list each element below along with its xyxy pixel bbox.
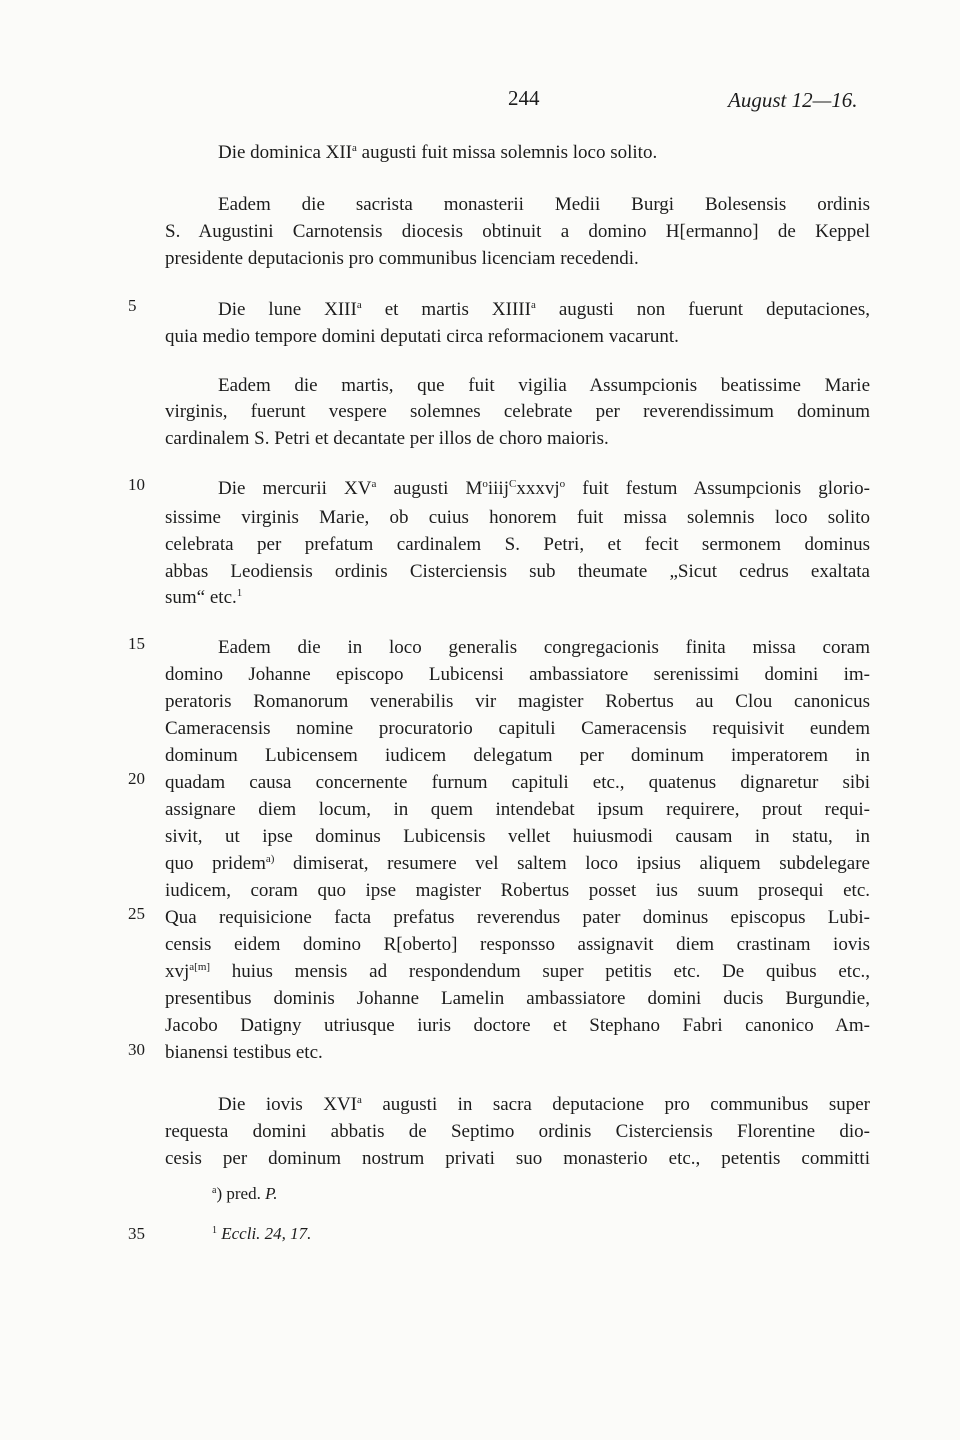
line-number: 30	[128, 1040, 145, 1059]
text-line: quadam causa concernente furnum capituli etc., quatenus dignaretur sibi	[165, 772, 870, 793]
text-line: Eadem die in loco generalis congregacionis finita missa coram	[218, 637, 870, 658]
footnote-1: $^1$ Eccli. 24, 17.	[212, 1224, 312, 1243]
text-line: Jacobo Datigny utriusque iuris doctore et Stephano Fabri canonico Am-	[165, 1015, 870, 1036]
line-number: 35	[128, 1224, 145, 1243]
text-line: S. Augustini Carnotensis diocesis obtinuit a domino H[ermanno] de Keppel	[165, 221, 870, 242]
text-line: iudicem, coram quo ipse magister Robertus posset ius suum prosequi etc.	[165, 880, 870, 901]
text-line: Eadem die sacrista monasterii Medii Burgi Bolesensis ordinis	[218, 194, 870, 215]
text-line: domino Johanne episcopo Lubicensi ambassiatore serenissimi domini im-	[165, 664, 870, 685]
text-line: peratoris Romanorum venerabilis vir magister Robertus au Clou canonicus	[165, 691, 870, 712]
text-line: dominum Lubicensem iudicem delegatum per dominum imperatorem in	[165, 745, 870, 766]
text-line: Qua requisicione facta prefatus reverendus pater dominus episcopus Lubi-	[165, 907, 870, 928]
text-line: Die iovis XVI$^a$ augusti in sacra deputacione pro communibus super	[218, 1094, 871, 1115]
text-line: Die mercurii $XV^a$ augusti $M^oiiij^Cxxxvj^o$ fuit festum Assumpcionis glorio-	[218, 478, 871, 499]
text-line: xvj$^{a[m]}$ huius mensis ad respondendum super petitis etc. De quibus etc.,	[165, 961, 870, 982]
text-line: sum“ etc.$^1$	[165, 587, 243, 608]
line-number: 25	[128, 904, 145, 923]
footnote-a: $^a$) pred. P.	[212, 1184, 278, 1203]
line-number: 5	[128, 296, 137, 315]
text-line: bianensi testibus etc.	[165, 1042, 323, 1063]
page-number: 244	[508, 86, 540, 110]
text-line: celebrata per prefatum cardinalem S. Petri, et fecit sermonem dominus	[165, 534, 870, 555]
text-line: cesis per dominum nostrum privati suo monasterio etc., petentis committi	[165, 1148, 870, 1169]
text-line: requesta domini abbatis de Septimo ordinis Cisterciensis Florentine dio-	[165, 1121, 870, 1142]
text-line: cardinalem S. Petri et decantate per illos de choro maioris.	[165, 428, 609, 449]
text-line: abbas Leodiensis ordinis Cisterciensis sub theumate „Sicut cedrus exaltata	[165, 561, 870, 582]
text-line: assignare diem locum, in quem intendebat ipsum requirere, prout requi-	[165, 799, 870, 820]
line-number: 15	[128, 634, 145, 653]
text-line: sissime virginis Marie, ob cuius honorem fuit missa solemnis loco solito	[165, 507, 870, 528]
line-number: 20	[128, 769, 145, 788]
text-line: presidente deputacionis pro communibus licenciam recedendi.	[165, 248, 639, 269]
text-line: Die dominica XII$^a$ augusti fuit missa solemnis loco solito.	[218, 142, 658, 163]
text-line: Cameracensis nomine procuratorio capituli Cameracensis requisivit eundem	[165, 718, 870, 739]
text-line: quia medio tempore domini deputati circa reformacionem vacarunt.	[165, 326, 679, 347]
text-line: sivit, ut ipse dominus Lubicensis vellet huiusmodi causam in statu, in	[165, 826, 870, 847]
text-line: presentibus dominis Johanne Lamelin ambassiatore domini ducis Burgundie,	[165, 988, 870, 1009]
text-line: Eadem die martis, que fuit vigilia Assumpcionis beatissime Marie	[218, 375, 870, 396]
line-number: 10	[128, 475, 145, 494]
text-line: virginis, fuerunt vespere solemnes celebrate per reverendissimum dominum	[165, 401, 870, 422]
text-line: censis eidem domino R[oberto] responsso assignavit diem crastinam iovis	[165, 934, 870, 955]
running-head: August 12—16.	[728, 88, 858, 112]
text-line: Die lune XIII$^a$ et martis XIIII$^a$ augusti non fuerunt deputaciones,	[218, 299, 871, 320]
text-line: quo pridem$^{a)}$ dimiserat, resumere vel saltem loco ipsius aliquem subdelegare	[165, 853, 870, 874]
